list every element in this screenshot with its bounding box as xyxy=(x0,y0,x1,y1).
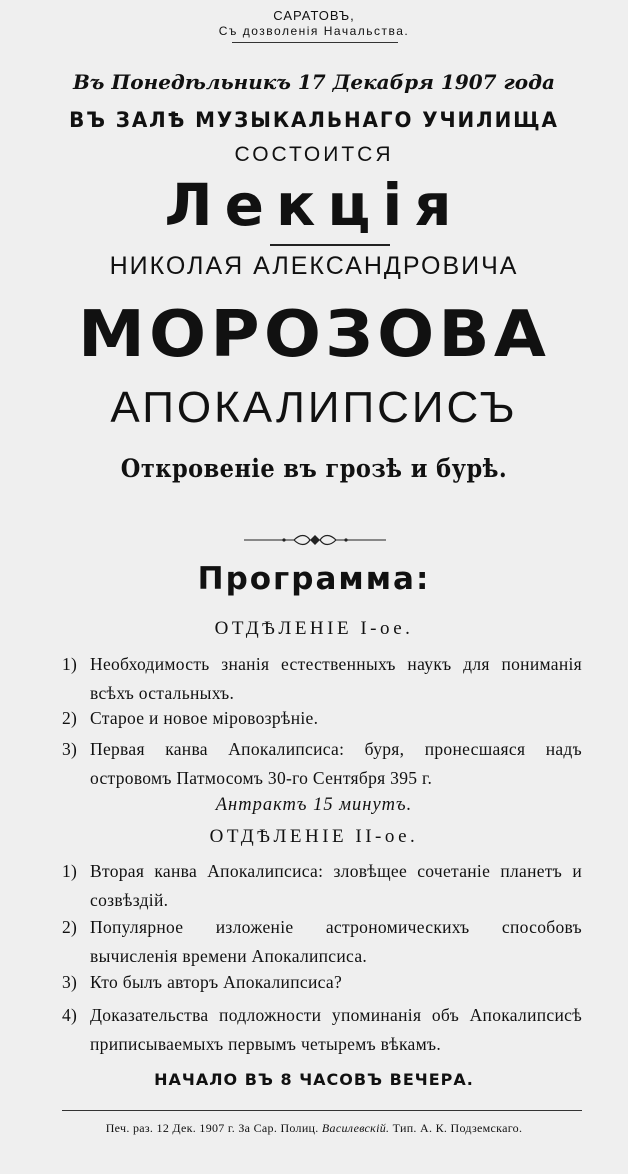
programme-heading: Программа: xyxy=(197,561,431,597)
start-time: НАЧАЛО ВЪ 8 ЧАСОВЪ ВЕЧЕРА. xyxy=(154,1070,474,1089)
item-number: 2) xyxy=(62,708,78,728)
item-text: Вторая канва Апокалипсиса: зловѣщее сочетаніе планетъ и созвѣздій. xyxy=(90,861,582,910)
section-2-item xyxy=(62,968,582,997)
item-text: Популярное изложеніе астрономическихъ способовъ вычисленія времени Апокалипсиса. xyxy=(90,917,582,966)
title-underline xyxy=(270,244,390,246)
lecturer-surname: МОРОЗОВА xyxy=(77,298,551,372)
section-2-item xyxy=(62,913,582,971)
item-text: Первая канва Апокалипсиса: буря, пронесшаяся надъ островомъ Патмосомъ 30-го Сентября 395 г. xyxy=(90,739,582,788)
item-number: 3) xyxy=(62,972,78,992)
item-number: 1) xyxy=(62,861,78,881)
ornament-divider xyxy=(244,533,386,547)
section-2-item xyxy=(62,1001,582,1059)
section-1-item xyxy=(62,735,582,793)
item-text: Необходимость знанія естественныхъ наукъ для пониманія всѣхъ остальныхъ. xyxy=(90,654,582,703)
lecture-subtitle: Откровеніе въ грозѣ и бурѣ. xyxy=(120,454,508,483)
item-number: 2) xyxy=(62,917,78,937)
city-name: САРАТОВЪ, xyxy=(273,8,355,23)
print-imprint xyxy=(0,1121,628,1136)
section-1-item xyxy=(62,704,582,733)
section-1-item xyxy=(62,650,582,708)
intermission-note: Антрактъ 15 минутъ. xyxy=(215,795,413,815)
police-official: Василевскій. xyxy=(321,1121,390,1135)
section-2-item xyxy=(62,857,582,915)
item-text: Кто былъ авторъ Апокалипсиса? xyxy=(90,972,343,992)
takes-place-label: СОСТОИТСЯ xyxy=(234,143,394,166)
item-text: Доказательства подложности упоминанія объ Апокалипсисѣ приписываемыхъ первымъ четыремъ вѣкамъ. xyxy=(90,1005,582,1054)
section-1-title: ОТДѢЛЕНІЕ I-ое. xyxy=(214,618,414,639)
lecture-title: Лекція xyxy=(164,171,464,239)
section-2-title: ОТДѢЛЕНІЕ II-ое. xyxy=(209,826,419,847)
event-date: Въ Понедѣльникъ 17 Декабря 1907 года xyxy=(72,70,556,94)
censorship-permission: Съ дозволенія Начальства. xyxy=(218,24,410,38)
lecture-topic: АПОКАЛИПСИСЪ xyxy=(110,383,518,432)
lecturer-patronymic: НИКОЛАЯ АЛЕКСАНДРОВИЧА xyxy=(109,252,519,280)
item-number: 3) xyxy=(62,739,78,759)
print-permit: Печ. раз. 12 Дек. 1907 г. За Сар. Полиц. xyxy=(105,1121,319,1135)
event-venue: ВЪ ЗАЛѢ МУЗЫКАЛЬНАГО УЧИЛИЩА xyxy=(69,108,559,132)
item-number: 4) xyxy=(62,1005,78,1025)
item-number: 1) xyxy=(62,654,78,674)
header-divider xyxy=(232,42,398,43)
footer-divider xyxy=(62,1110,582,1111)
item-text: Старое и новое міровозрѣніе. xyxy=(90,708,319,728)
printing-house: Тип. А. К. Подземскаго. xyxy=(392,1121,523,1135)
